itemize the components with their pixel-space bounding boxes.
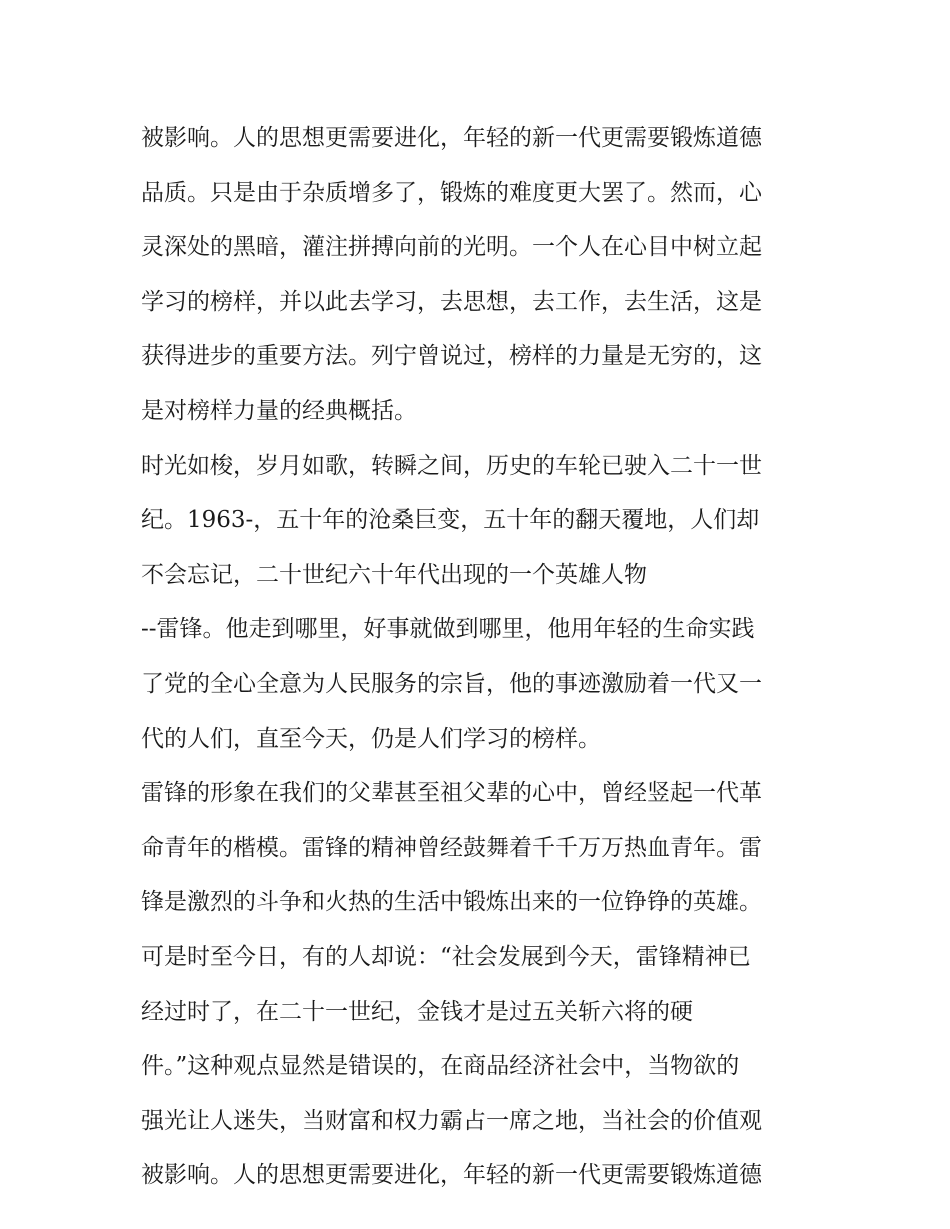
text-line-17: 经过时了，在二十一世纪，金钱才是过五关斩六将的硬 (141, 998, 693, 1025)
text-line-7: 时光如梭，岁月如歌，转瞬之间，历史的车轮已驶入二十一世 (141, 452, 762, 479)
text-line-14: 命青年的楷模。雷锋的精神曾经鼓舞着千千万万热血青年。雷 (141, 834, 762, 861)
text-line-13: 雷锋的形象在我们的父辈甚至祖父辈的心中，曾经竖起一代革 (141, 780, 762, 807)
text-line-15: 锋是激烈的斗争和火热的生活中锻炼出来的一位铮铮的英雄。 (141, 889, 762, 916)
text-line-3: 灵深处的黑暗，灌注拼搏向前的光明。一个人在心目中树立起 (141, 234, 762, 261)
text-line-9: 不会忘记，二十世纪六十年代出现的一个英雄人物 (141, 561, 647, 588)
text-line-4: 学习的榜样，并以此去学习，去思想，去工作，去生活，这是 (141, 288, 762, 315)
text-line-12: 代的人们，直至今天，仍是人们学习的榜样。 (141, 725, 601, 752)
text-line-20: 被影响。人的思想更需要进化，年轻的新一代更需要锻炼道德 (141, 1162, 762, 1189)
text-line-1: 被影响。人的思想更需要进化，年轻的新一代更需要锻炼道德 (141, 125, 762, 151)
text-line-2: 品质。只是由于杂质增多了，锻炼的难度更大罢了。然而，心 (141, 179, 762, 206)
text-line-8: 纪。1963-，五十年的沧桑巨变，五十年的翻天覆地，人们却 (141, 507, 760, 534)
text-line-19: 强光让人迷失，当财富和权力霸占一席之地，当社会的价值观 (141, 1107, 762, 1134)
text-line-16: 可是时至今日，有的人却说：“社会发展到今天，雷锋精神已 (141, 943, 751, 970)
text-line-6: 是对榜样力量的经典概括。 (141, 397, 417, 424)
text-line-18: 件。”这种观点显然是错误的，在商品经济社会中，当物欲的 (141, 1053, 740, 1080)
text-line-11: 了党的全心全意为人民服务的宗旨，他的事迹激励着一代又一 (141, 670, 762, 697)
text-line-5: 获得进步的重要方法。列宁曾说过，榜样的力量是无穷的，这 (141, 343, 762, 370)
body-text (141, 111, 821, 1203)
text-line-10: --雷锋。他走到哪里，好事就做到哪里，他用年轻的生命实践 (141, 616, 755, 643)
